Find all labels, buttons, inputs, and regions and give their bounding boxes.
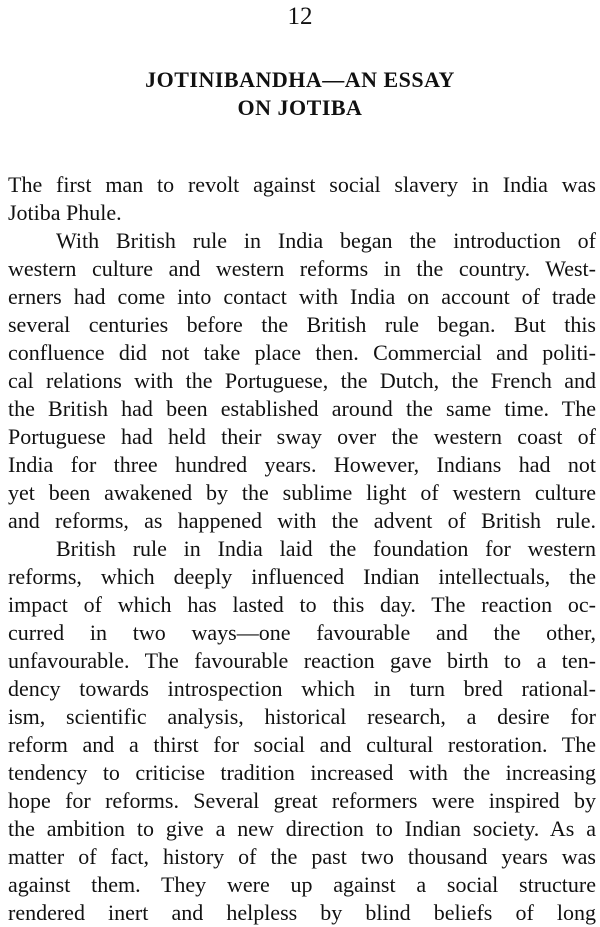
- text-line: the British had been established around the same time. The: [8, 396, 596, 421]
- text-line: the ambition to give a new direction to Indian society. As a: [8, 816, 596, 841]
- text-line: unfavourable. The favourable reaction gave birth to a ten-: [8, 648, 596, 673]
- text-line: With British rule in India began the introduction of: [56, 228, 596, 253]
- chapter-title-line: ON JOTIBA: [237, 95, 363, 120]
- text-line: India for three hundred years. However, Indians had not: [8, 452, 596, 477]
- text-line: yet been awakened by the sublime light of western culture: [8, 480, 596, 505]
- text-line: reforms, which deeply influenced Indian intellectuals, the: [8, 564, 596, 589]
- text-line: hope for reforms. Several great reformers were inspired by: [8, 788, 596, 813]
- text-line: erners had come into contact with India on account of trade: [8, 284, 596, 309]
- chapter-title-line: JOTINIBANDHA—AN ESSAY: [145, 67, 455, 92]
- text-line: rendered inert and helpless by blind beliefs of long: [8, 900, 596, 925]
- text-line: curred in two ways—one favourable and the other,: [8, 620, 596, 645]
- text-line: The first man to revolt against social slavery in India was: [8, 172, 596, 197]
- text-line: reform and a thirst for social and cultural restoration. The: [8, 732, 596, 757]
- text-line: dency towards introspection which in turn bred rational-: [8, 676, 596, 701]
- text-line: western culture and western reforms in the country. West-: [8, 256, 596, 281]
- text-line: Jotiba Phule.: [8, 200, 122, 225]
- text-line: Portuguese had held their sway over the western coast of: [8, 424, 596, 449]
- page-number: 12: [287, 3, 313, 30]
- text-line: cal relations with the Portuguese, the Dutch, the French and: [8, 368, 596, 393]
- text-line: impact of which has lasted to this day. The reaction oc-: [8, 592, 596, 617]
- text-line: tendency to criticise tradition increased with the increasing: [8, 760, 596, 785]
- text-line: British rule in India laid the foundation for western: [56, 536, 596, 561]
- text-line: against them. They were up against a social structure: [8, 872, 596, 897]
- text-line: several centuries before the British rule began. But this: [8, 312, 596, 337]
- body-text: [8, 171, 596, 927]
- text-line: and reforms, as happened with the advent of British rule.: [8, 508, 596, 533]
- chapter-title: [0, 66, 600, 122]
- text-line: matter of fact, history of the past two thousand years was: [8, 844, 596, 869]
- text-line: confluence did not take place then. Commercial and politi-: [8, 340, 596, 365]
- text-line: ism, scientific analysis, historical research, a desire for: [8, 704, 596, 729]
